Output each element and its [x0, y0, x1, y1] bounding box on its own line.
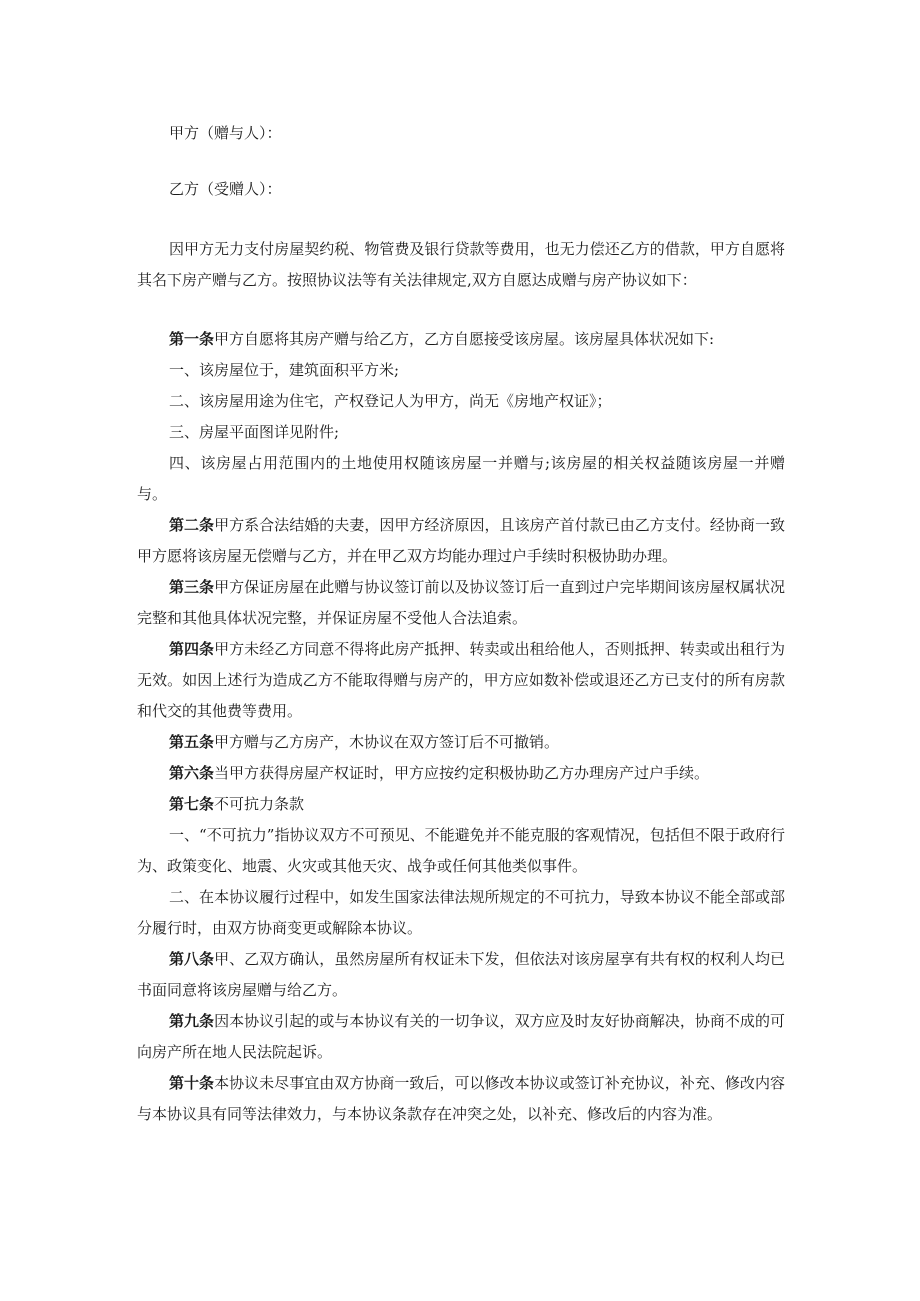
- article-text: 甲方未经乙方同意不得将此房产抵押、转卖或出租给他人，否则抵押、转卖或出租行为无效。如因上述行为造成乙方不能取得赠与房产的，甲方应如数补偿或退还乙方已支付的所有房款和代交的其他费等费用。: [137, 640, 785, 720]
- article-1-item-2: [137, 386, 785, 417]
- article-title: 第八条: [169, 950, 215, 968]
- article-text: 因本协议引起的或与本协议有关的一切争议，双方应及时友好协商解决，协商不成的可向房产所在地人民法院起诉。: [137, 1012, 785, 1061]
- article-1-item-3: [137, 417, 785, 448]
- article-1-item-4: [137, 448, 785, 510]
- article-6: [137, 758, 785, 789]
- article-title: 第七条: [169, 795, 215, 813]
- article-title: 第五条: [169, 733, 215, 751]
- article-title: 第九条: [169, 1012, 215, 1030]
- article-9: [137, 1006, 785, 1068]
- article-7: [137, 789, 785, 820]
- article-text: 甲方保证房屋在此赠与协议签订前以及协议签订后一直到过户完毕期间该房屋权属状况完整和其他具体状况完整，并保证房屋不受他人合法追索。: [137, 578, 785, 627]
- articles-list: [137, 324, 785, 1130]
- intro-paragraph: 因甲方无力支付房屋契约税、物管费及银行贷款等费用，也无力偿还乙方的借款，甲方自愿将其名下房产赠与乙方。按照协议法等有关法律规定,双方自愿达成赠与房产协议如下：: [137, 240, 785, 289]
- party-a-label: 甲方（赠与人）：: [169, 124, 282, 142]
- article-text: 一、“不可抗力”指协议双方不可预见、不能避免并不能克服的客观情况，包括但不限于政府行为、政策变化、地震、火灾或其他天灾、战争或任何其他类似事件。: [137, 826, 785, 875]
- article-text: 一、该房屋位于，建筑面积平方米;: [169, 361, 400, 379]
- article-3: [137, 572, 785, 634]
- article-10: [137, 1068, 785, 1130]
- article-5: [137, 727, 785, 758]
- article-text: 甲方系合法结婚的夫妻，因甲方经济原因，且该房产首付款已由乙方支付。经协商一致甲方愿将该房屋无偿赠与乙方，并在甲乙双方均能办理过户手续时积极协助办理。: [137, 516, 785, 565]
- article-title: 第十条: [169, 1074, 215, 1092]
- article-7-item-2: [137, 882, 785, 944]
- document-body: [137, 120, 785, 1130]
- article-text: 三、房屋平面图详见附件;: [169, 423, 340, 441]
- article-8: [137, 944, 785, 1006]
- article-text: 不可抗力条款: [214, 795, 305, 813]
- article-title: 第三条: [169, 578, 215, 596]
- article-title: 第一条: [169, 330, 215, 348]
- party-b-label: 乙方（受赠人）：: [169, 180, 282, 198]
- article-1: [137, 324, 785, 355]
- article-text: 二、在本协议履行过程中，如发生国家法律法规所规定的不可抗力，导致本协议不能全部或部分履行时，由双方协商变更或解除本协议。: [137, 888, 785, 937]
- article-text: 当甲方获得房屋产权证时，甲方应按约定积极协助乙方办理房产过户手续。: [214, 764, 710, 782]
- article-2: [137, 510, 785, 572]
- article-text: 本协议未尽事宜由双方协商一致后，可以修改本协议或签订补充协议，补充、修改内容与本协议具有同等法律效力，与本协议条款存在冲突之处，以补充、修改后的内容为准。: [137, 1074, 785, 1123]
- article-title: 第二条: [169, 516, 215, 534]
- article-text: 甲方自愿将其房产赠与给乙方，乙方自愿接受该房屋。该房屋具体状况如下:: [214, 330, 715, 348]
- article-text: 甲方赠与乙方房产，木协议在双方签订后不可撤销。: [214, 733, 560, 751]
- article-title: 第四条: [169, 640, 215, 658]
- article-text: 二、该房屋用途为住宅，产权登记人为甲方，尚无《房地产权证》；: [169, 392, 612, 410]
- article-7-item-1: [137, 820, 785, 882]
- article-title: 第六条: [169, 764, 215, 782]
- article-text: 四、该房屋占用范围内的土地使用权随该房屋一并赠与;该房屋的相关权益随该房屋一并赠与。: [137, 454, 785, 503]
- article-1-item-1: [137, 355, 785, 386]
- article-text: 甲、乙双方确认，虽然房屋所有权证未下发，但依法对该房屋享有共有权的权利人均已书面同意将该房屋赠与给乙方。: [137, 950, 785, 999]
- article-4: [137, 634, 785, 727]
